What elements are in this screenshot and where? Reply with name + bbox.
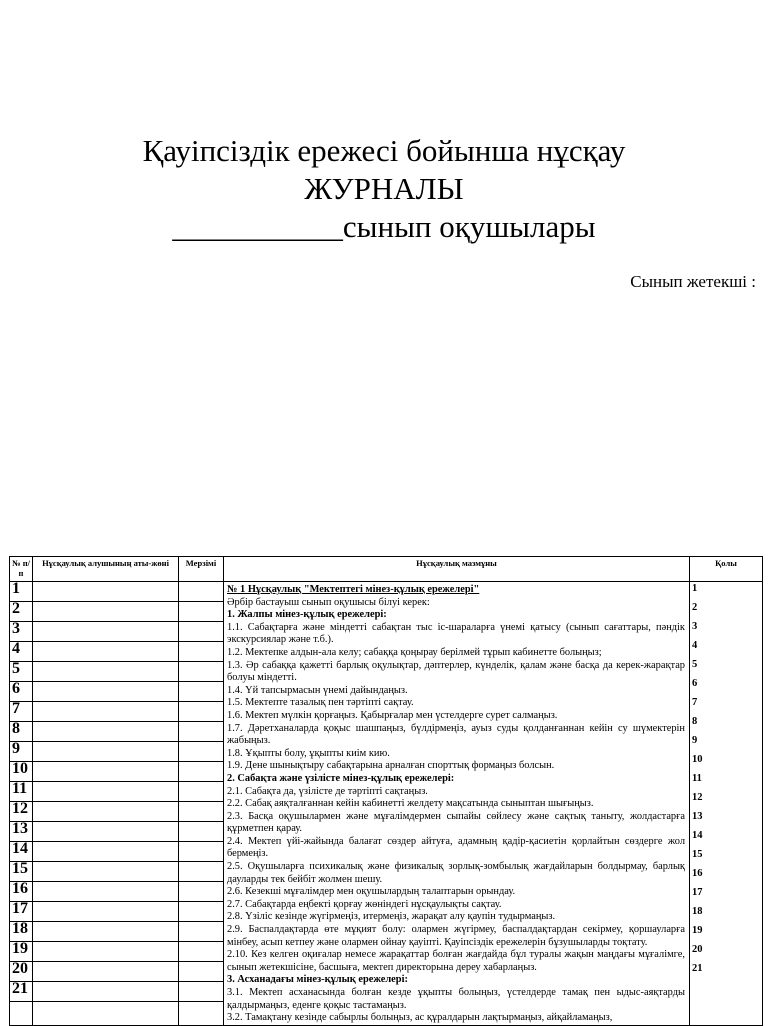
table-cell[interactable]	[33, 742, 178, 762]
row-number: 8	[692, 716, 698, 727]
title-line-1: Қауіпсіздік ережесі бойынша нұсқау	[142, 133, 626, 168]
row-number: 15	[10, 862, 32, 882]
name-column[interactable]	[33, 582, 179, 1026]
section-heading: 3. Асханадағы мінез-құлық ережелері:	[227, 974, 408, 986]
row-number: 3	[692, 621, 698, 632]
table-cell[interactable]	[179, 822, 223, 842]
table-body-row	[10, 582, 763, 1026]
title-block	[0, 132, 768, 246]
instruction-line: 2.10. Кез келген оқиғалар немесе жарақаттар болған жағдайда бұл туралы жақын маңдағы мұғалімге, сынып жетекшісіне, басшыға, мектеп директорына дереу хабарлаңыз.	[227, 949, 685, 973]
instruction-line: 1.2. Мектепке алдын-ала келу; сабаққа қоңырау берілмей тұрып кабинетте болыңыз;	[227, 646, 602, 658]
instruction-line: 2.9. Баспалдақтарда өте мұқият болу: олармен жүгірмеу, баспалдақтардан секірмеу, қоршауларға мінбеу, асып кетпеу және олармен ойнау қауіпті. Қауіпсіздік ережелерін бұзушыларды тоқтату.	[227, 924, 685, 948]
table-cell[interactable]	[179, 682, 223, 702]
instruction-line: 3.2. Тамақтану кезінде сабырлы болыңыз, ас құралдарын лақтырмаңыз, айқайламаңыз,	[227, 1012, 613, 1024]
row-number-column	[10, 582, 33, 1026]
table-cell[interactable]	[33, 682, 178, 702]
instruction-line: 1.4. Үй тапсырмасын үнемі дайындаңыз.	[227, 684, 408, 696]
date-column[interactable]	[179, 582, 224, 1026]
row-number: 4	[692, 640, 698, 651]
table-cell[interactable]	[179, 942, 223, 962]
table-cell[interactable]	[33, 642, 178, 662]
row-number: 7	[692, 697, 698, 708]
table-cell[interactable]	[179, 742, 223, 762]
row-number: 1	[692, 583, 698, 594]
table-cell[interactable]	[33, 902, 178, 922]
row-number: 10	[10, 762, 32, 782]
instruction-line: 2.7. Сабақтарда еңбекті қорғау жөніндегі нұсқаулықты сақтау.	[227, 898, 502, 910]
table-cell[interactable]	[33, 822, 178, 842]
row-number: 18	[10, 922, 32, 942]
table-cell[interactable]	[33, 762, 178, 782]
row-number: 2	[10, 602, 32, 622]
row-number: 21	[692, 963, 703, 974]
row-number: 2	[692, 602, 698, 613]
row-number: 6	[692, 678, 698, 689]
row-number: 20	[692, 944, 703, 955]
table-cell[interactable]	[33, 862, 178, 882]
instruction-content-text	[227, 584, 685, 1025]
instruction-line: 1.7. Дәретханаларда қоқыс шашпаңыз, бүлдірмеңіз, ауыз суды қолданғаннан кейін су шүмектерін жабыңыз.	[227, 722, 685, 747]
table-cell[interactable]	[33, 622, 178, 642]
table-cell[interactable]	[179, 722, 223, 742]
row-number: 9	[692, 735, 698, 746]
table-cell[interactable]	[179, 962, 223, 982]
title-line-3: ___________сынып оқушылары	[172, 209, 596, 244]
instruction-line: 1.9. Дене шынықтыру сабақтарына арналған спорттық формаңыз болсын.	[227, 760, 555, 772]
row-number: 16	[10, 882, 32, 902]
row-number: 5	[10, 662, 32, 682]
instruction-journal-table	[9, 556, 763, 1026]
header-signature: Қолы	[690, 557, 763, 582]
row-number: 15	[692, 849, 703, 860]
row-number: 13	[10, 822, 32, 842]
row-number: 17	[10, 902, 32, 922]
table-cell[interactable]	[33, 702, 178, 722]
signature-entry-list	[690, 582, 762, 981]
table-cell[interactable]	[33, 582, 178, 602]
row-number: 9	[10, 742, 32, 762]
table-cell[interactable]	[33, 662, 178, 682]
row-number: 12	[692, 792, 703, 803]
table-cell[interactable]	[33, 982, 178, 1002]
instruction-line: 2.4. Мектеп үйі-жайында балағат сөздер айтуға, адамның қадір-қасиетін қорлайтын сөздерге жол бермеңіз.	[227, 835, 685, 860]
table-cell[interactable]	[179, 922, 223, 942]
row-number: 13	[692, 811, 703, 822]
table-cell[interactable]	[33, 942, 178, 962]
table-cell[interactable]	[33, 602, 178, 622]
name-entry-list	[33, 582, 178, 1002]
instruction-line: 2.5. Оқушыларға психикалық және физикалық зорлық-зомбылық жағдайларын болдырмау, барлық дауларды тек бейбіт жолмен шешу.	[227, 861, 685, 885]
row-number: 17	[692, 887, 703, 898]
table-cell[interactable]	[33, 722, 178, 742]
table-cell[interactable]	[179, 902, 223, 922]
table-cell[interactable]	[179, 702, 223, 722]
instruction-line: 1.3. Әр сабаққа қажетті барлық оқулықтар, дәптерлер, күнделік, қалам және басқа да керек-жарақтар болуы міндетті.	[227, 659, 685, 684]
row-number-list	[10, 582, 32, 1002]
table-cell[interactable]	[33, 802, 178, 822]
signature-column[interactable]	[690, 582, 763, 1026]
class-teacher-label: Сынып жетекші :	[630, 272, 756, 291]
row-number: 18	[692, 906, 703, 917]
table-cell[interactable]	[179, 782, 223, 802]
row-number: 11	[10, 782, 32, 802]
row-number: 7	[10, 702, 32, 722]
table-cell[interactable]	[33, 962, 178, 982]
row-number: 14	[692, 830, 703, 841]
row-number: 5	[692, 659, 698, 670]
table-cell[interactable]	[179, 882, 223, 902]
table-cell[interactable]	[179, 982, 223, 1002]
table-cell[interactable]	[33, 842, 178, 862]
table-cell[interactable]	[33, 882, 178, 902]
row-number: 14	[10, 842, 32, 862]
row-number: 3	[10, 622, 32, 642]
instruction-line: 1.1. Сабақтарға және міндетті сабақтан тыс іс-шараларға үнемі қатысу (сынып сағаттары, пәндік экскурсиялар және т.б.).	[227, 621, 685, 646]
instruction-line: 2.8. Үзіліс кезінде жүгірмеңіз, итермеңіз, жарақат алу қаупін тудырмаңыз.	[227, 911, 556, 923]
row-number: 21	[10, 982, 32, 1002]
instruction-line: 1.5. Мектепте тазалық пен тәртіпті сақтау.	[227, 697, 414, 709]
table-cell[interactable]	[179, 602, 223, 622]
instruction-line: Әрбір бастауыш сынып оқушысы білуі керек:	[227, 596, 430, 608]
section-heading: № 1 Нұсқаулық "Мектептегі мінез-құлық ережелері"	[227, 584, 480, 595]
row-number: 10	[692, 754, 703, 765]
instruction-content-cell	[224, 582, 690, 1026]
row-number: 1	[10, 582, 32, 602]
table-cell[interactable]	[33, 922, 178, 942]
instruction-line: 2.3. Басқа оқушылармен және мұғалімдермен сыпайы сөйлесу және сақтық таныту, жолдастарға құрметпен қарау.	[227, 810, 685, 835]
instruction-line: 3.1. Мектеп асханасында болған кезде ұқыпты болыңыз, үстелдерде тамақ пен ыдыс-аяқтарды қалдырмаңыз, еденге қоқыс тастамаңыз.	[227, 987, 685, 1011]
instruction-line: 2.2. Сабақ аяқталғаннан кейін кабинетті желдету мақсатында сыныптан шығыңыз.	[227, 798, 594, 810]
table-cell[interactable]	[179, 802, 223, 822]
title-line-2: ЖУРНАЛЫ	[304, 171, 464, 206]
table-cell[interactable]	[179, 842, 223, 862]
date-entry-list	[179, 582, 223, 1002]
section-heading: 2. Сабақта және үзілісте мінез-құлық ережелері:	[227, 772, 455, 784]
header-num: № п/п	[10, 557, 33, 582]
row-number: 12	[10, 802, 32, 822]
table-cell[interactable]	[179, 662, 223, 682]
table-header-row	[10, 557, 763, 582]
row-number: 16	[692, 868, 703, 879]
header-date: Мерзімі	[179, 557, 224, 582]
instruction-line: 2.6. Кезекші мұғалімдер мен оқушылардың талаптарын орындау.	[227, 886, 516, 898]
instruction-line: 2.1. Сабақта да, үзілісте де тәртіпті сақтаңыз.	[227, 785, 428, 797]
table-cell[interactable]	[179, 862, 223, 882]
row-number: 20	[10, 962, 32, 982]
row-number: 19	[10, 942, 32, 962]
header-name: Нұсқаулық алушының аты-жөні	[33, 557, 179, 582]
instruction-line: 1.8. Ұқыпты болу, ұқыпты киім кию.	[227, 747, 390, 759]
table-cell[interactable]	[179, 622, 223, 642]
row-number: 11	[692, 773, 702, 784]
table-cell[interactable]	[179, 642, 223, 662]
row-number: 6	[10, 682, 32, 702]
row-number: 19	[692, 925, 703, 936]
table-cell[interactable]	[179, 582, 223, 602]
instruction-line: 1.6. Мектеп мүлкін қорғаңыз. Қабырғалар мен үстелдерге сурет салмаңыз.	[227, 709, 558, 721]
row-number: 8	[10, 722, 32, 742]
table-cell[interactable]	[33, 782, 178, 802]
row-number: 4	[10, 642, 32, 662]
table-cell[interactable]	[179, 762, 223, 782]
section-heading: 1. Жалпы мінез-құлық ережелері:	[227, 609, 387, 621]
header-content: Нұсқаулық мазмұны	[224, 557, 690, 582]
